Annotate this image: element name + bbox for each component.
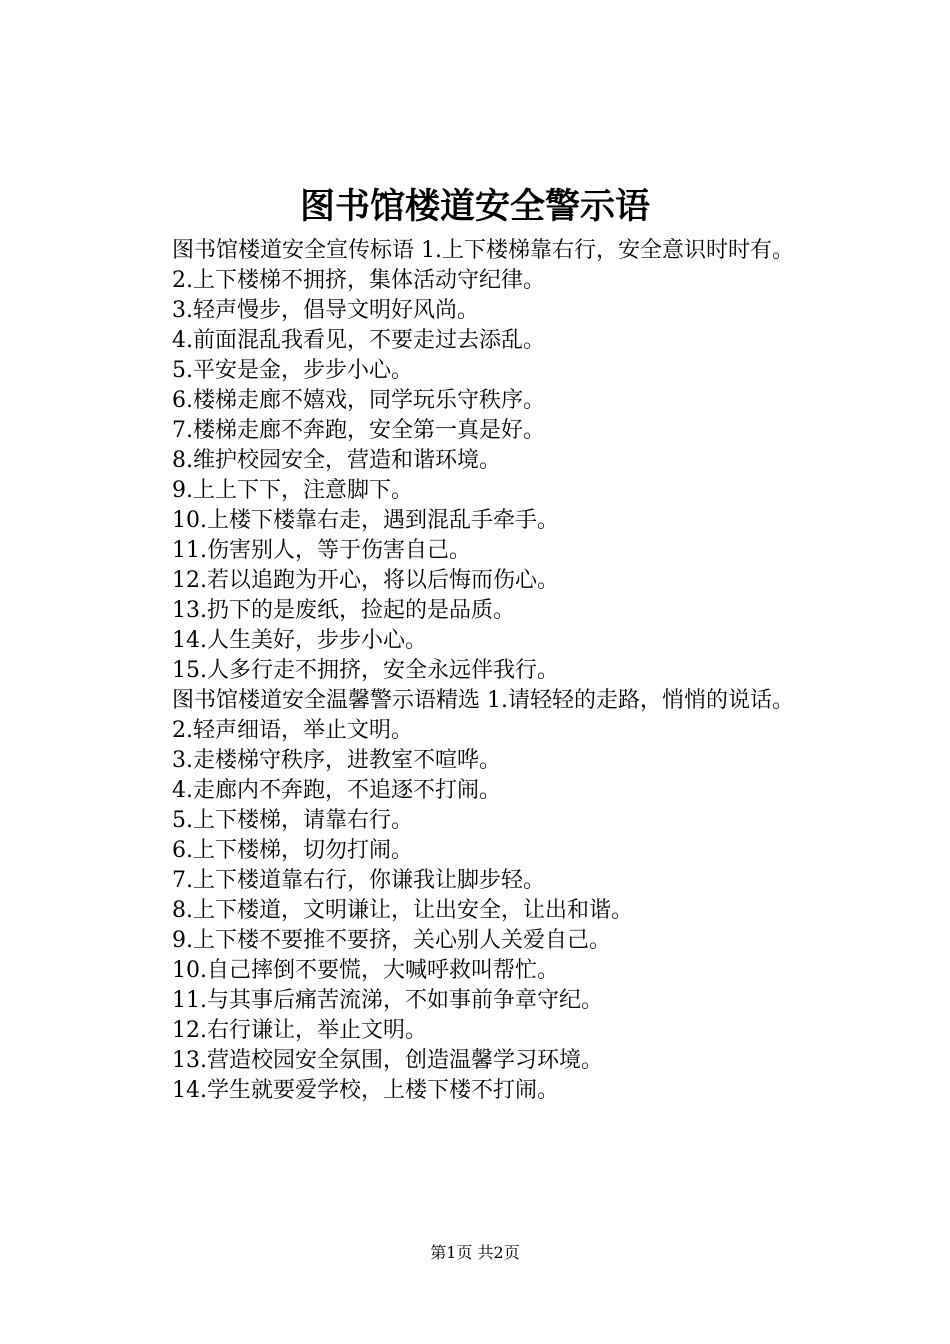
paragraph: 13.扔下的是废纸，捡起的是品质。 <box>172 598 515 623</box>
page-footer: 第1页 共2页 <box>430 1243 520 1262</box>
paragraph: 5.平安是金，步步小心。 <box>172 358 413 383</box>
paragraph: 图书馆楼道安全宣传标语 1.上下楼梯靠右行，安全意识时时有。 <box>172 238 794 263</box>
paragraph: 12.右行谦让，举止文明。 <box>172 1018 427 1043</box>
paragraph: 3.轻声慢步，倡导文明好风尚。 <box>172 298 479 323</box>
paragraph: 7.上下楼道靠右行，你谦我让脚步轻。 <box>172 868 545 893</box>
paragraph: 10.上楼下楼靠右走，遇到混乱手牵手。 <box>172 508 559 533</box>
document-body <box>128 236 838 1106</box>
paragraph: 14.人生美好，步步小心。 <box>172 628 427 653</box>
paragraph: 图书馆楼道安全温馨警示语精选 1.请轻轻的走路，悄悄的说话。 <box>172 688 794 713</box>
paragraph: 11.伤害别人，等于伤害自己。 <box>172 538 471 563</box>
paragraph: 9.上上下下，注意脚下。 <box>172 478 413 503</box>
paragraph: 13.营造校园安全氛围，创造温馨学习环境。 <box>172 1048 603 1073</box>
paragraph: 14.学生就要爱学校，上楼下楼不打闹。 <box>172 1078 559 1103</box>
paragraph: 4.走廊内不奔跑，不追逐不打闹。 <box>172 778 501 803</box>
paragraph: 2.轻声细语，举止文明。 <box>172 718 413 743</box>
paragraph: 3.走楼梯守秩序，进教室不喧哗。 <box>172 748 501 773</box>
paragraph: 7.楼梯走廊不奔跑，安全第一真是好。 <box>172 418 545 443</box>
paragraph: 12.若以追跑为开心，将以后悔而伤心。 <box>172 568 559 593</box>
paragraph: 6.楼梯走廊不嬉戏，同学玩乐守秩序。 <box>172 388 545 413</box>
paragraph: 15.人多行走不拥挤，安全永远伴我行。 <box>172 658 559 683</box>
paragraph: 11.与其事后痛苦流涕，不如事前争章守纪。 <box>172 988 603 1013</box>
document-title: 图书馆楼道安全警示语 <box>299 186 650 227</box>
paragraph: 8.维护校园安全，营造和谐环境。 <box>172 448 501 473</box>
paragraph: 9.上下楼不要推不要挤，关心别人关爱自己。 <box>172 928 611 953</box>
paragraph: 5.上下楼梯，请靠右行。 <box>172 808 413 833</box>
paragraph: 2.上下楼梯不拥挤，集体活动守纪律。 <box>172 268 545 293</box>
paragraph: 4.前面混乱我看见，不要走过去添乱。 <box>172 328 545 353</box>
paragraph: 8.上下楼道，文明谦让，让出安全，让出和谐。 <box>172 898 633 923</box>
paragraph: 10.自己摔倒不要慌，大喊呼救叫帮忙。 <box>172 958 559 983</box>
paragraph: 6.上下楼梯，切勿打闹。 <box>172 838 413 863</box>
